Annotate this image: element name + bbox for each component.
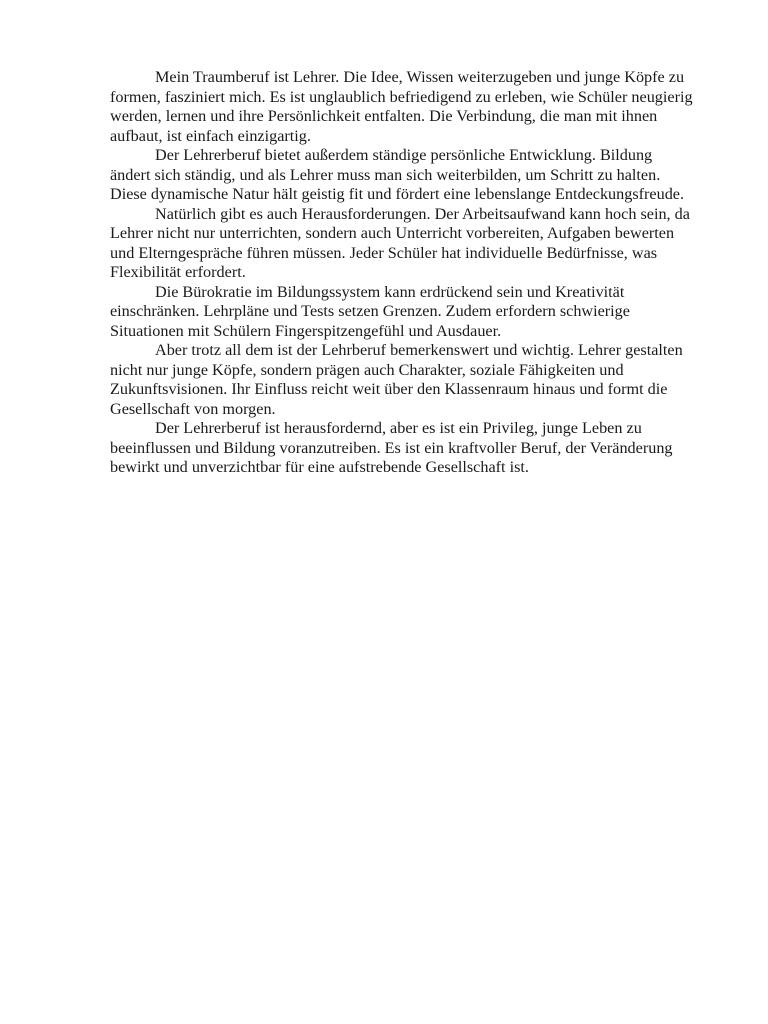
- paragraph-2: Der Lehrerberuf bietet außerdem ständige persönliche Entwicklung. Bildung ändert sich ständig, und als Lehrer muss man sich weiterbilden, um Schritt zu halten. Diese dynamische Natur hält geistig fit und fördert eine lebenslange Entdeckungsfreude.: [110, 146, 685, 203]
- paragraph-6: Der Lehrerberuf ist herausfordernd, aber es ist ein Privileg, junge Leben zu beeinflussen und Bildung voranzutreiben. Es ist ein kraftvoller Beruf, der Veränderung bewirkt und unverzichtbar für eine aufstrebende Gesellschaft ist.: [110, 419, 673, 476]
- paragraph-5: Aber trotz all dem ist der Lehrberuf bemerkenswert und wichtig. Lehrer gestalten nicht nur junge Köpfe, sondern prägen auch Charakter, soziale Fähigkeiten und Zukunftsvisionen. Ihr Einfluss reicht weit über den Klassenraum hinaus und formt die Gesellschaft von morgen.: [110, 341, 683, 418]
- essay-body: [110, 68, 696, 478]
- paragraph-1: Mein Traumberuf ist Lehrer. Die Idee, Wissen weiterzugeben und junge Köpfe zu formen, fasziniert mich. Es ist unglaublich befriedigend zu erleben, wie Schüler neugierig werden, lernen und ihre Persönlichkeit entfalten. Die Verbindung, die man mit ihnen aufbaut, ist einfach einzigartig.: [110, 68, 693, 145]
- paragraph-4: Die Bürokratie im Bildungssystem kann erdrückend sein und Kreativität einschränken. Lehrpläne und Tests setzen Grenzen. Zudem erfordern schwierige Situationen mit Schülern Fingerspitzengefühl und Ausdauer.: [110, 282, 630, 340]
- paragraph-3: Natürlich gibt es auch Herausforderungen. Der Arbeitsaufwand kann hoch sein, da Lehrer nicht nur unterrichten, sondern auch Unterricht vorbereiten, Aufgaben bewerten und Elterngespräche führen müssen. Jeder Schüler hat individuelle Bedürfnisse, was Flexibilität erfordert.: [110, 204, 690, 281]
